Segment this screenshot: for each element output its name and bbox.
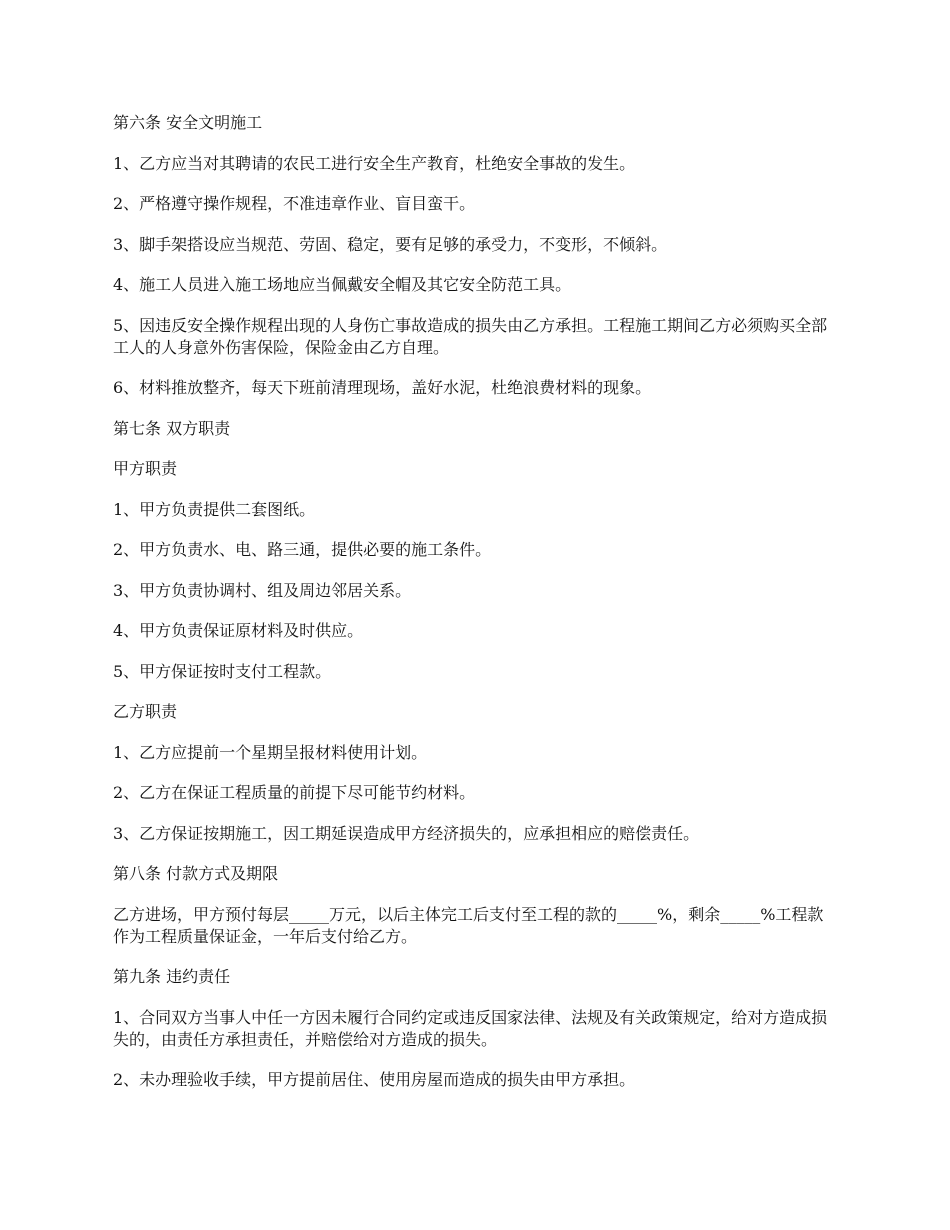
section-heading-article-8: 第八条 付款方式及期限 <box>113 864 279 883</box>
paragraph-party-a-1: 1、甲方负责提供二套图纸。 <box>113 499 316 519</box>
paragraph-party-a-5: 5、甲方保证按时支付工程款。 <box>113 661 332 681</box>
paragraph-safety-3: 3、脚手架搭设应当规范、劳固、稳定，要有足够的承受力，不变形，不倾斜。 <box>113 234 668 254</box>
paragraph-party-a-3: 3、甲方负责协调村、组及周边邻居关系。 <box>113 580 412 600</box>
paragraph-safety-4: 4、施工人员进入施工场地应当佩戴安全帽及其它安全防范工具。 <box>113 275 572 294</box>
paragraph-safety-2: 2、严格遵守操作规程，不准违章作业、盲目蛮干。 <box>113 194 476 213</box>
paragraph-safety-6: 6、材料推放整齐，每天下班前清理现场，盖好水泥，杜绝浪费材料的现象。 <box>113 378 652 397</box>
paragraph-party-a-4: 4、甲方负责保证原材料及时供应。 <box>113 621 364 640</box>
paragraph-safety-1: 1、乙方应当对其聘请的农民工进行安全生产教育，杜绝安全事故的发生。 <box>113 153 636 173</box>
paragraph-party-b-3: 3、乙方保证按期施工，因工期延误造成甲方经济损失的，应承担相应的赔偿责任。 <box>113 823 700 843</box>
document-body <box>113 112 839 1110</box>
section-heading-article-9: 第九条 违约责任 <box>113 967 231 986</box>
paragraph-party-a-2: 2、甲方负责水、电、路三通，提供必要的施工条件。 <box>113 540 492 559</box>
subheading-party-b-duties: 乙方职责 <box>113 702 178 721</box>
paragraph-liability-2: 2、未办理验收手续，甲方提前居住、使用房屋而造成的损失由甲方承担。 <box>113 1070 636 1089</box>
section-heading-article-7: 第七条 双方职责 <box>113 418 231 438</box>
paragraph-payment-terms: 乙方进场，甲方预付每层_____万元，以后主体完工后支付至工程的款的_____%，剩余_____%工程款作为工程质量保证金，一年后支付给乙方。 <box>113 904 824 946</box>
paragraph-party-b-2: 2、乙方在保证工程质量的前提下尽可能节约材料。 <box>113 783 476 802</box>
paragraph-liability-1: 1、合同双方当事人中任一方因未履行合同约定或违反国家法律、法规及有关政策规定，给对方造成损失的，由责任方承担责任，并赔偿给对方造成的损失。 <box>113 1007 828 1049</box>
paragraph-safety-5: 5、因违反安全操作规程出现的人身伤亡事故造成的损失由乙方承担。工程施工期间乙方必须购买全部工人的人身意外伤害保险，保险金由乙方自理。 <box>113 315 828 357</box>
subheading-party-a-duties: 甲方职责 <box>113 459 178 478</box>
paragraph-party-b-1: 1、乙方应提前一个星期呈报材料使用计划。 <box>113 742 428 762</box>
section-heading-article-6: 第六条 安全文明施工 <box>113 113 263 132</box>
